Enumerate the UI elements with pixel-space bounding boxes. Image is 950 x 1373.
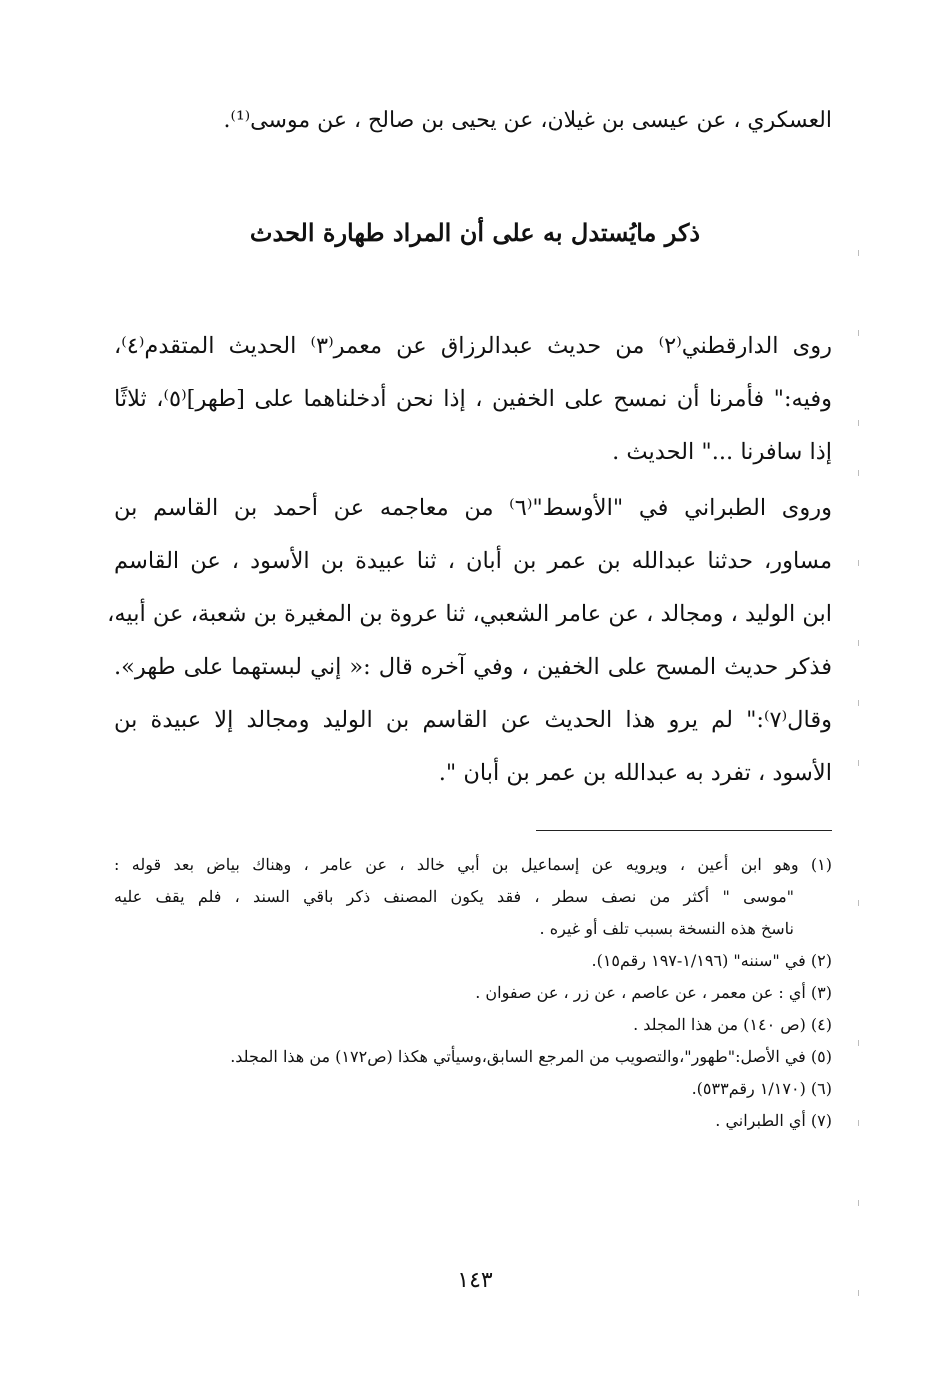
footnote-3: (٣) أي : عن معمر ، عن عاصم ، عن زر ، عن صفوان . [475, 983, 832, 1002]
paragraph-line: ابن الوليد ، ومجالد ، عن عامر الشعبي، ثنا عروة بن المغيرة بن شعبة، عن أبيه، [107, 601, 832, 627]
footnotes [114, 849, 832, 1137]
section-heading: ذكر مايُستدل به على أن المراد طهارة الحدث [249, 218, 701, 247]
footnote-1-continued: "موسى " أكثر من نصف سطر ، فقد يكون المصنف ذكر باقي السند ، فلم يقف عليه [114, 887, 794, 906]
scan-edge-marks [858, 0, 862, 1373]
footnote-4: (٤) (ص ١٤٠) من هذا المجلد . [633, 1015, 832, 1034]
footnote-1-continued: ناسخ هذه النسخة بسبب تلف أو غيره . [539, 919, 794, 938]
page-number: ١٤٣ [457, 1268, 493, 1293]
footnote-separator [536, 830, 832, 831]
paragraph-line: روى الدارقطني⁽٢⁾ من حديث عبدالرزاق عن معمر⁽٣⁾ الحديث المتقدم⁽٤⁾، [114, 333, 833, 359]
paragraph-line: إذا سافرنا ..." الحديث . [612, 439, 832, 465]
paragraph-tabarani [107, 482, 832, 800]
paragraph-line: وفيه:" فأمرنا أن نمسح على الخفين ، إذا نحن أدخلناهما على [طهر]⁽٥⁾، ثلاثًا [114, 386, 832, 412]
paragraph-line: فذكر حديث المسح على الخفين ، وفي آخره قال :« إني لبستهما على طهر». [114, 654, 832, 680]
paragraph-line: وروى الطبراني في "الأوسط"⁽٦⁾ من معاجمه عن أحمد بن القاسم بن [114, 495, 832, 521]
footnote-5: (٥) في الأصل:"طهور"،والتصويب من المرجع السابق،وسيأتي هكذا (ص١٧٢) من هذا المجلد. [230, 1047, 832, 1066]
continuation-line: العسكري ، عن عيسى بن غيلان، عن يحيى بن صالح ، عن موسى⁽¹⁾. [223, 108, 832, 133]
footnote-6: (٦) (١/١٧٠ رقم٥٣٣). [691, 1079, 832, 1098]
footnote-7: (٧) أي الطبراني . [715, 1111, 832, 1130]
footnote-2: (٢) في "سننه" (١/١٩٦-١٩٧ رقم١٥). [591, 951, 832, 970]
paragraph-line: مساور، حدثنا عبدالله بن عمر بن أبان ، ثنا عبيدة بن الأسود ، عن القاسم [114, 548, 832, 574]
paragraph-daraqutni [114, 320, 832, 479]
footnote-1: (١) وهو ابن أعين ، ويرويه عن إسماعيل بن أبي خالد ، عن عامر ، وهناك بياض بعد قوله : [114, 855, 832, 874]
paragraph-line: الأسود ، تفرد به عبدالله بن عمر بن أبان ". [438, 760, 832, 786]
paragraph-line: وقال⁽٧⁾:" لم يرو هذا الحديث عن القاسم بن الوليد ومجالد إلا عبيدة بن [114, 707, 832, 733]
